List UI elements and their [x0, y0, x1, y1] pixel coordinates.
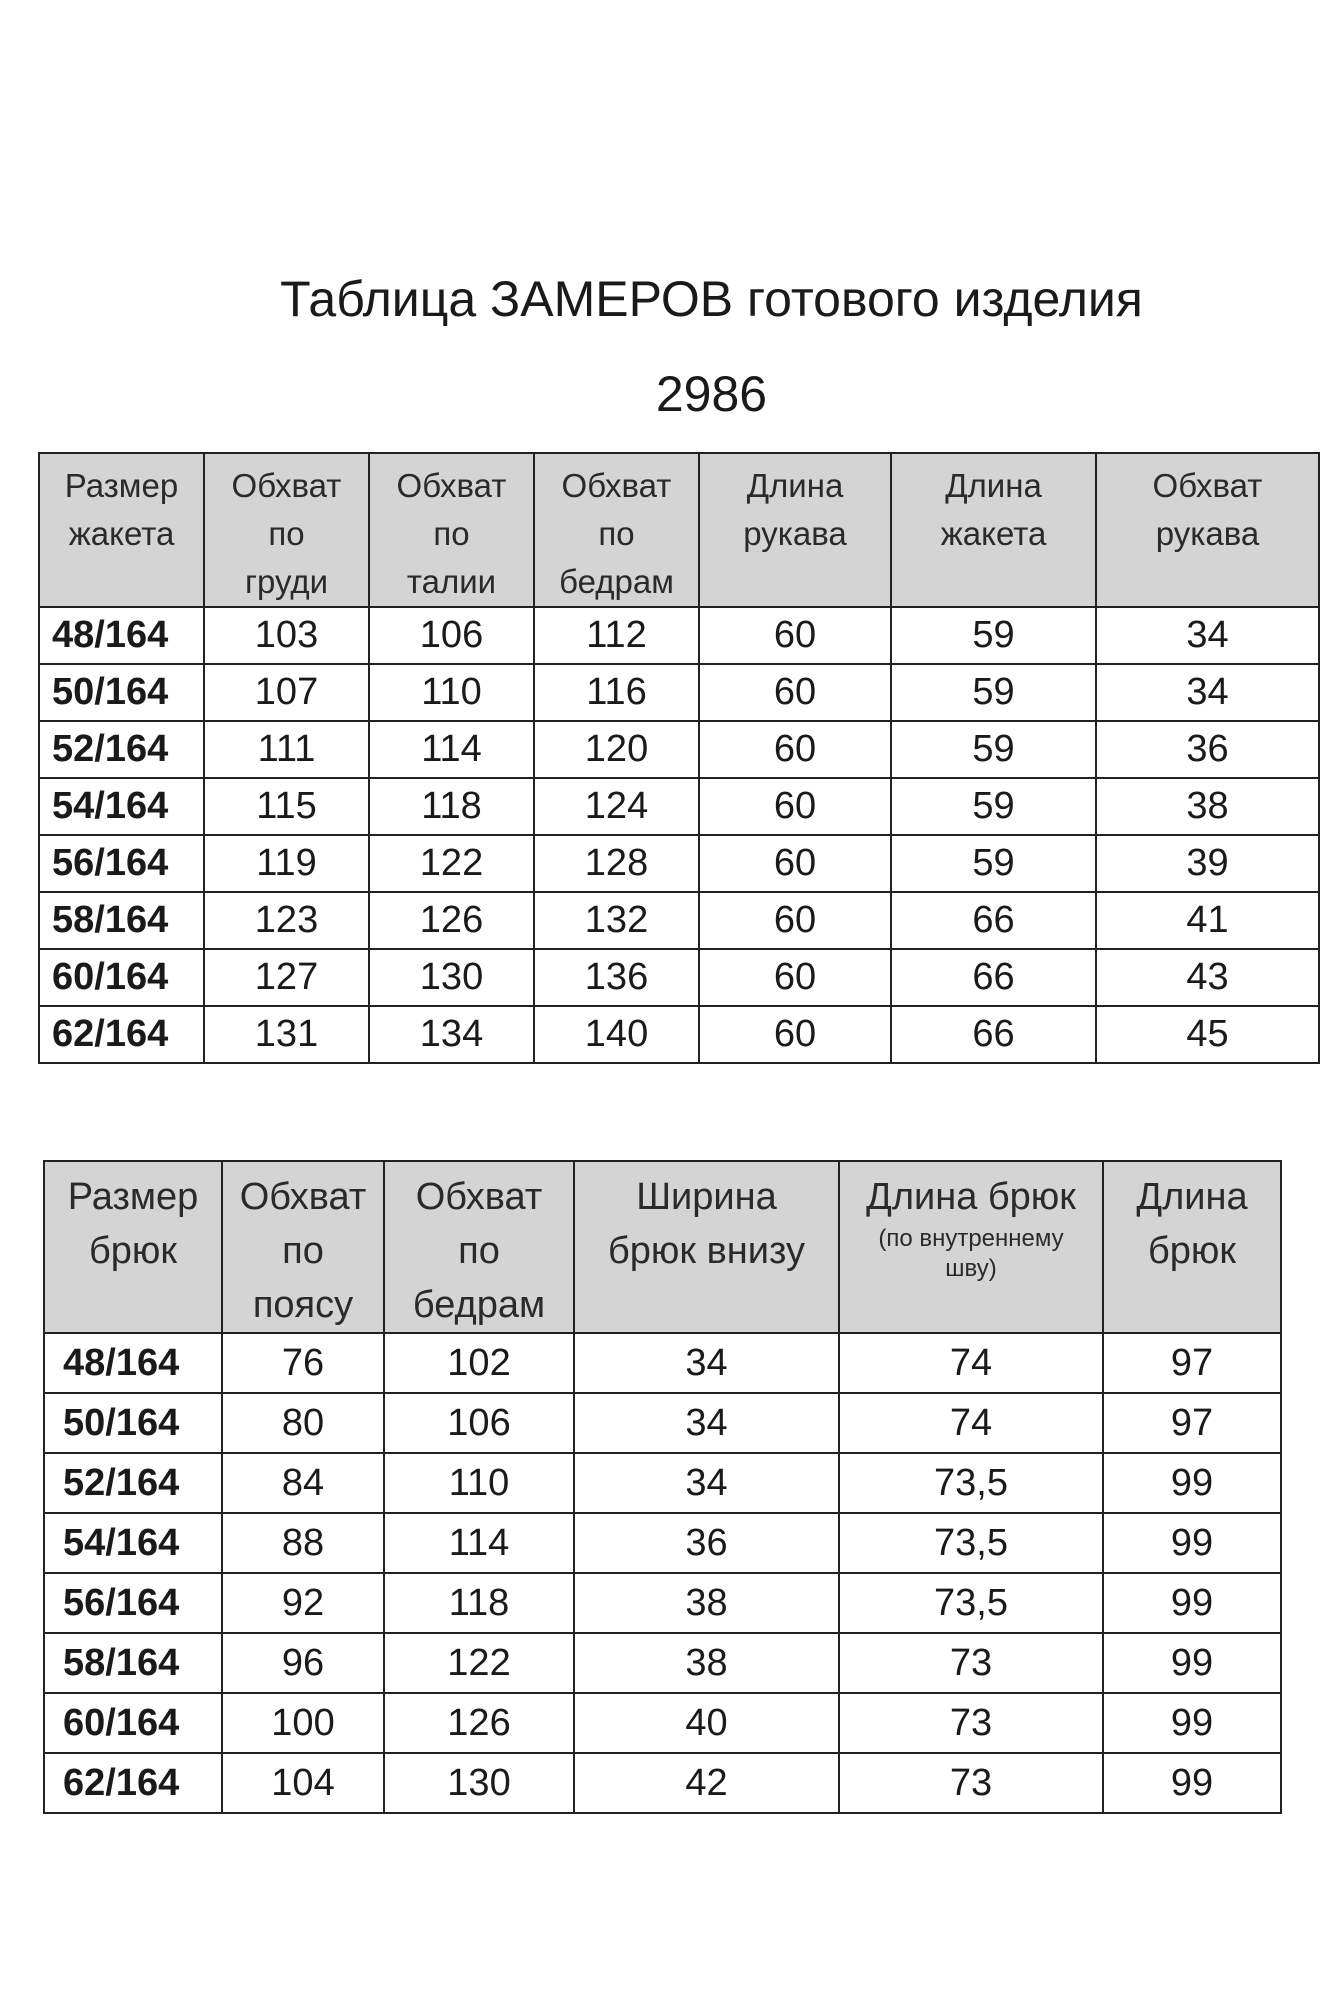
- value-cell: 59: [891, 664, 1096, 721]
- value-cell: 40: [574, 1693, 839, 1753]
- jacket-measurements-table: [38, 452, 1320, 1064]
- trousers-header-hips: Обхват по бедрам: [384, 1161, 574, 1333]
- size-cell: 62/164: [44, 1753, 222, 1813]
- value-cell: 119: [204, 835, 369, 892]
- size-cell: 52/164: [39, 721, 204, 778]
- jacket-header-chest: Обхват по груди: [204, 453, 369, 607]
- value-cell: 73,5: [839, 1453, 1103, 1513]
- value-cell: 38: [574, 1633, 839, 1693]
- jacket-header-size: Размер жакета: [39, 453, 204, 607]
- value-cell: 73,5: [839, 1573, 1103, 1633]
- size-cell: 56/164: [44, 1573, 222, 1633]
- jacket-table-row: [39, 721, 1319, 778]
- trousers-header-row: [44, 1161, 1281, 1333]
- value-cell: 103: [204, 607, 369, 664]
- jacket-header-sleeve-length: Длина рукава: [699, 453, 891, 607]
- jacket-table-row: [39, 835, 1319, 892]
- value-cell: 106: [384, 1393, 574, 1453]
- value-cell: 118: [384, 1573, 574, 1633]
- value-cell: 60: [699, 778, 891, 835]
- size-cell: 48/164: [44, 1333, 222, 1393]
- size-cell: 54/164: [39, 778, 204, 835]
- value-cell: 107: [204, 664, 369, 721]
- value-cell: 102: [384, 1333, 574, 1393]
- value-cell: 34: [574, 1453, 839, 1513]
- value-cell: 128: [534, 835, 699, 892]
- trousers-table-row: [44, 1693, 1281, 1753]
- value-cell: 38: [1096, 778, 1319, 835]
- value-cell: 106: [369, 607, 534, 664]
- value-cell: 96: [222, 1633, 384, 1693]
- value-cell: 126: [369, 892, 534, 949]
- value-cell: 60: [699, 1006, 891, 1063]
- value-cell: 60: [699, 607, 891, 664]
- value-cell: 100: [222, 1693, 384, 1753]
- value-cell: 130: [384, 1753, 574, 1813]
- value-cell: 60: [699, 892, 891, 949]
- size-cell: 60/164: [44, 1693, 222, 1753]
- value-cell: 114: [369, 721, 534, 778]
- value-cell: 74: [839, 1333, 1103, 1393]
- size-cell: 58/164: [44, 1633, 222, 1693]
- value-cell: 99: [1103, 1693, 1281, 1753]
- jacket-table-row: [39, 607, 1319, 664]
- value-cell: 59: [891, 778, 1096, 835]
- value-cell: 80: [222, 1393, 384, 1453]
- value-cell: 110: [369, 664, 534, 721]
- size-cell: 58/164: [39, 892, 204, 949]
- jacket-header-waist: Обхват по талии: [369, 453, 534, 607]
- value-cell: 112: [534, 607, 699, 664]
- page-title: Таблица ЗАМЕРОВ готового изделия: [280, 271, 1143, 327]
- value-cell: 59: [891, 835, 1096, 892]
- value-cell: 88: [222, 1513, 384, 1573]
- value-cell: 38: [574, 1573, 839, 1633]
- value-cell: 60: [699, 835, 891, 892]
- trousers-table-row: [44, 1513, 1281, 1573]
- trousers-header-inseam-length: Длина брюк (по внутреннему шву): [839, 1161, 1103, 1333]
- value-cell: 99: [1103, 1453, 1281, 1513]
- value-cell: 59: [891, 607, 1096, 664]
- value-cell: 45: [1096, 1006, 1319, 1063]
- value-cell: 36: [574, 1513, 839, 1573]
- jacket-header-sleeve-girth: Обхват рукава: [1096, 453, 1319, 607]
- jacket-header-row: [39, 453, 1319, 607]
- value-cell: 122: [384, 1633, 574, 1693]
- value-cell: 97: [1103, 1393, 1281, 1453]
- trousers-table-row: [44, 1753, 1281, 1813]
- size-cell: 52/164: [44, 1453, 222, 1513]
- value-cell: 124: [534, 778, 699, 835]
- inseam-note: (по внутреннему шву): [878, 1225, 1064, 1282]
- value-cell: 92: [222, 1573, 384, 1633]
- jacket-table-row: [39, 949, 1319, 1006]
- value-cell: 134: [369, 1006, 534, 1063]
- value-cell: 60: [699, 949, 891, 1006]
- jacket-table-row: [39, 664, 1319, 721]
- value-cell: 73: [839, 1633, 1103, 1693]
- trousers-table-row: [44, 1573, 1281, 1633]
- value-cell: 43: [1096, 949, 1319, 1006]
- size-cell: 48/164: [39, 607, 204, 664]
- value-cell: 111: [204, 721, 369, 778]
- value-cell: 42: [574, 1753, 839, 1813]
- value-cell: 97: [1103, 1333, 1281, 1393]
- trousers-header-size: Размер брюк: [44, 1161, 222, 1333]
- jacket-table-row: [39, 778, 1319, 835]
- value-cell: 60: [699, 721, 891, 778]
- value-cell: 34: [574, 1393, 839, 1453]
- size-cell: 60/164: [39, 949, 204, 1006]
- value-cell: 115: [204, 778, 369, 835]
- value-cell: 118: [369, 778, 534, 835]
- value-cell: 34: [574, 1333, 839, 1393]
- jacket-header-jacket-length: Длина жакета: [891, 453, 1096, 607]
- value-cell: 132: [534, 892, 699, 949]
- value-cell: 66: [891, 949, 1096, 1006]
- value-cell: 74: [839, 1393, 1103, 1453]
- value-cell: 76: [222, 1333, 384, 1393]
- size-cell: 50/164: [39, 664, 204, 721]
- value-cell: 39: [1096, 835, 1319, 892]
- value-cell: 73: [839, 1753, 1103, 1813]
- trousers-table-row: [44, 1453, 1281, 1513]
- size-cell: 56/164: [39, 835, 204, 892]
- value-cell: 73: [839, 1693, 1103, 1753]
- value-cell: 114: [384, 1513, 574, 1573]
- value-cell: 60: [699, 664, 891, 721]
- value-cell: 73,5: [839, 1513, 1103, 1573]
- value-cell: 140: [534, 1006, 699, 1063]
- size-cell: 62/164: [39, 1006, 204, 1063]
- trousers-table-row: [44, 1633, 1281, 1693]
- jacket-table-row: [39, 1006, 1319, 1063]
- value-cell: 34: [1096, 664, 1319, 721]
- value-cell: 99: [1103, 1753, 1281, 1813]
- jacket-table-row: [39, 892, 1319, 949]
- trousers-measurements-table: [43, 1160, 1282, 1814]
- value-cell: 131: [204, 1006, 369, 1063]
- value-cell: 59: [891, 721, 1096, 778]
- value-cell: 130: [369, 949, 534, 1006]
- trousers-header-length: Длина брюк: [1103, 1161, 1281, 1333]
- model-number: 2986: [655, 366, 768, 422]
- value-cell: 126: [384, 1693, 574, 1753]
- size-cell: 54/164: [44, 1513, 222, 1573]
- value-cell: 34: [1096, 607, 1319, 664]
- value-cell: 122: [369, 835, 534, 892]
- value-cell: 136: [534, 949, 699, 1006]
- value-cell: 66: [891, 1006, 1096, 1063]
- value-cell: 116: [534, 664, 699, 721]
- trousers-header-waist: Обхват по поясу: [222, 1161, 384, 1333]
- value-cell: 110: [384, 1453, 574, 1513]
- value-cell: 66: [891, 892, 1096, 949]
- value-cell: 41: [1096, 892, 1319, 949]
- value-cell: 123: [204, 892, 369, 949]
- trousers-table-row: [44, 1393, 1281, 1453]
- value-cell: 99: [1103, 1513, 1281, 1573]
- value-cell: 84: [222, 1453, 384, 1513]
- value-cell: 99: [1103, 1633, 1281, 1693]
- jacket-header-hips: Обхват по бедрам: [534, 453, 699, 607]
- value-cell: 99: [1103, 1573, 1281, 1633]
- value-cell: 127: [204, 949, 369, 1006]
- trousers-table-row: [44, 1333, 1281, 1393]
- value-cell: 36: [1096, 721, 1319, 778]
- trousers-header-bottom-width: Ширина брюк внизу: [574, 1161, 839, 1333]
- size-cell: 50/164: [44, 1393, 222, 1453]
- value-cell: 104: [222, 1753, 384, 1813]
- value-cell: 120: [534, 721, 699, 778]
